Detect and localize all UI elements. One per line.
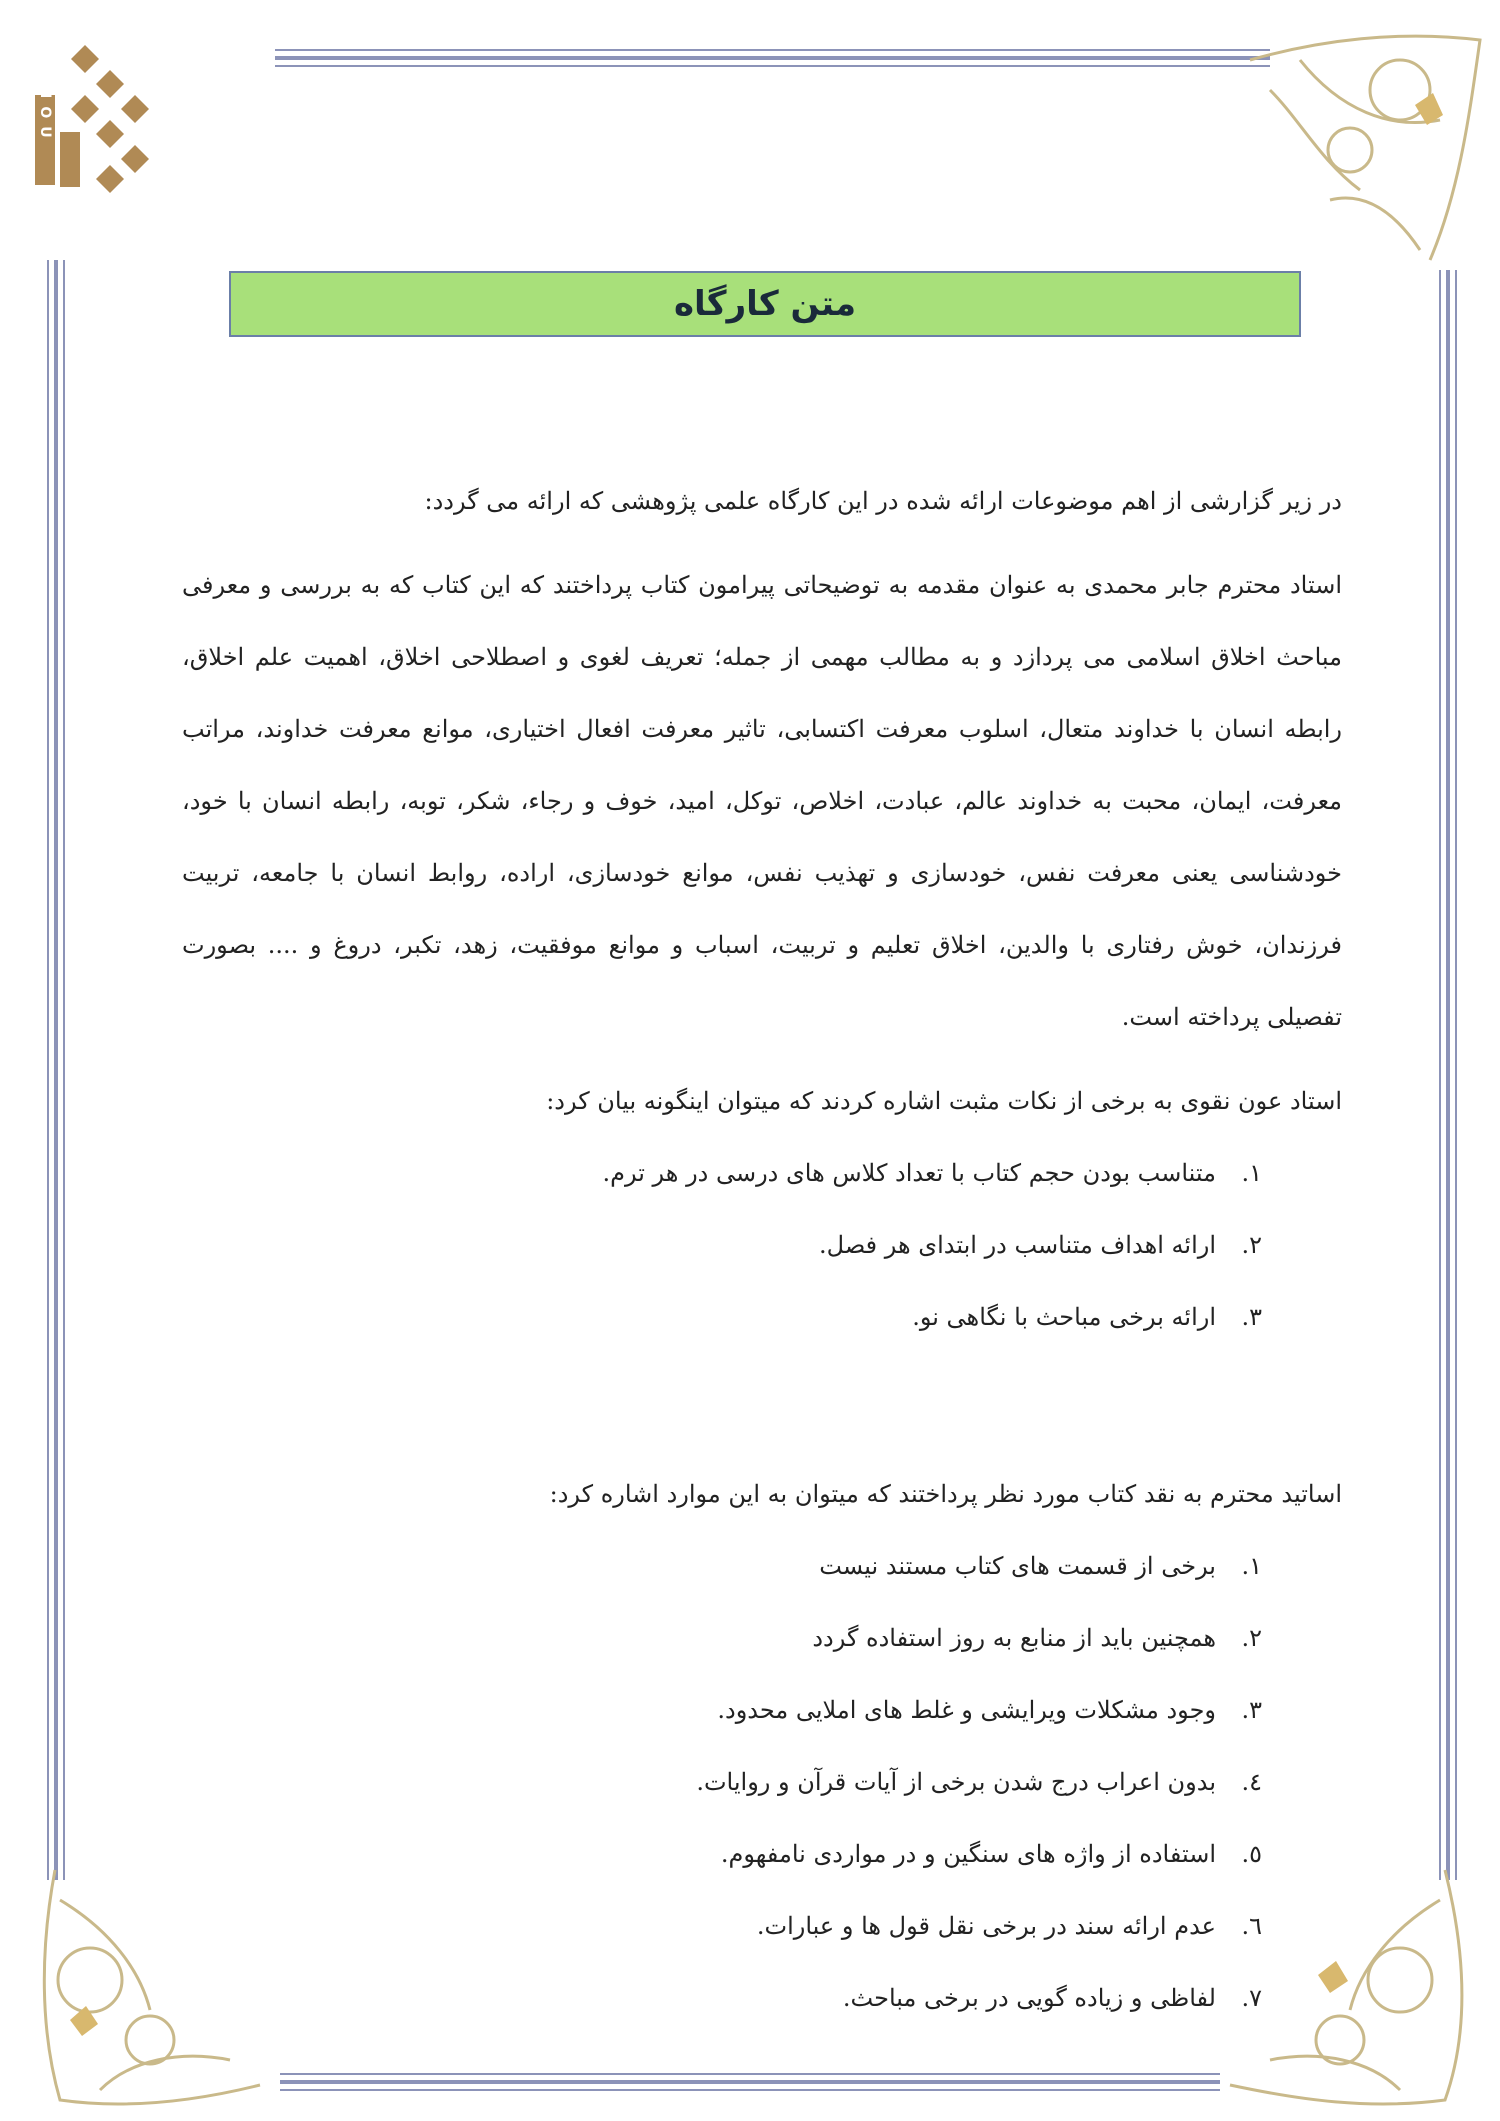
critiques-list [182, 1530, 1342, 2034]
positives-heading: استاد عون نقوی به برخی از نکات مثبت اشاره کردند که میتوان اینگونه بیان کرد: [546, 1087, 1342, 1115]
university-logo [30, 40, 170, 195]
positives-list [182, 1137, 1342, 1353]
list-item: ۳.ارائه برخی مباحث با نگاهی نو. [912, 1303, 1262, 1331]
list-item: ۲.همچنین باید از منابع به روز استفاده گردد [812, 1624, 1262, 1652]
list-item: ۲.ارائه اهداف متناسب در ابتدای هر فصل. [819, 1231, 1262, 1259]
corner-ornament-top-right [1250, 36, 1480, 260]
list-item: ۱.متناسب بودن حجم کتاب با تعداد کلاس های درسی در هر ترم. [602, 1159, 1262, 1187]
document-body [182, 465, 1342, 2034]
list-item: ۱.برخی از قسمت های کتاب مستند نیست [819, 1552, 1262, 1580]
section-spacer [182, 1353, 1342, 1458]
intro-paragraph: در زیر گزارشی از اهم موضوعات ارائه شده در این کارگاه علمی پژوهشی که ارائه می گردد: [424, 487, 1342, 515]
page-title: متن کارگاه [229, 271, 1301, 337]
critiques-heading: اساتید محترم به نقد کتاب مورد نظر پرداختند که میتوان به این موارد اشاره کرد: [549, 1480, 1342, 1508]
logo-letters: MOU [37, 84, 53, 146]
list-item: ٤.بدون اعراب درج شدن برخی از آیات قرآن و روایات. [696, 1768, 1262, 1796]
list-item: ٥.استفاده از واژه های سنگین و در مواردی نامفهوم. [720, 1840, 1262, 1868]
list-item: ٦.عدم ارائه سند در برخی نقل قول ها و عبارات. [756, 1912, 1262, 1940]
list-item: ۳.وجود مشکلات ویرایشی و غلط های املایی محدود. [717, 1696, 1262, 1724]
description-paragraph: استاد محترم جابر محمدی به عنوان مقدمه به توضیحاتی پیرامون کتاب پرداختند که این کتاب که به بررسی و معرفی مباحث اخلاق اسلامی می پردازد و به مطالب مهمی از جمله؛ تعریف لغوی و اصطلاحی اخلاق، اهمیت علم اخلاق، رابطه انسان با خداوند متعال، اسلوب معرفت اکتسابی، تاثیر معرفت افعال اختیاری، موانع معرفت خداوند، مراتب معرفت، ایمان، محبت به خداوند عالم، عبادت، اخلاص، توکل، امید، خوف و رجاء، شکر، توبه، رابطه انسان با خود، خودشناسی یعنی معرفت نفس، خودسازی و تهذیب نفس، موانع خودسازی، اراده، روابط انسان با جامعه، تربیت فرزندان، خوش رفتاری با والدین، اخلاق تعلیم و تربیت، اسباب و موانع موفقیت، زهد، تکبر، دروغ و .... بصورت تفصیلی پرداخته است. [182, 571, 1343, 1031]
list-item: ٧.لفاظی و زیاده گویی در برخی مباحث. [842, 1984, 1262, 2012]
